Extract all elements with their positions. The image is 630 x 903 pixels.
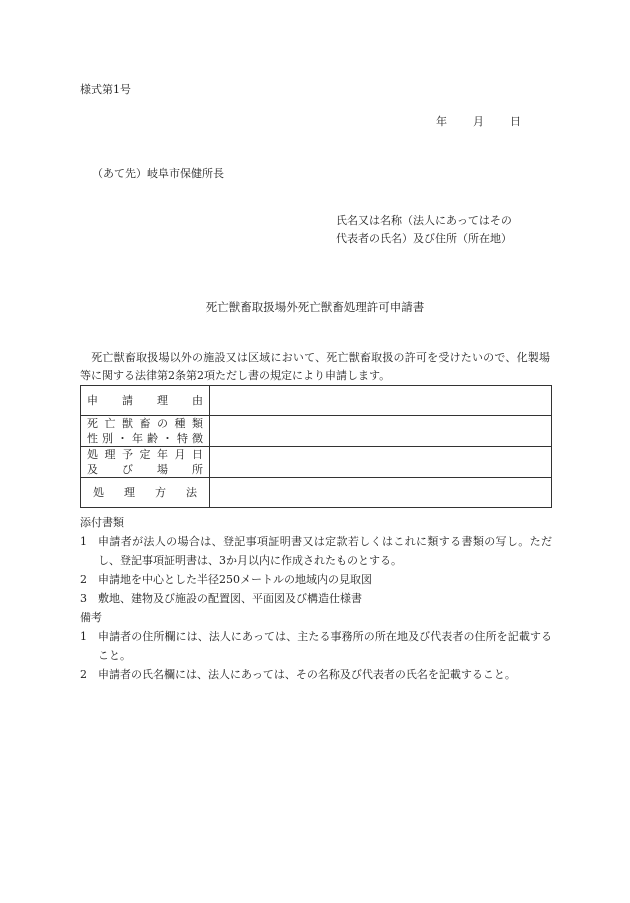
label-schedule-place: 処 理 予 定 年 月 日 及 び 場 所	[81, 447, 210, 478]
list-item: 1 申請者の住所欄には、法人にあっては、主たる事務所の所在地及び代表者の住所を記載すること。	[80, 630, 552, 662]
date-year: 年	[436, 115, 447, 128]
attachments-heading: 添付書類	[80, 516, 124, 529]
notes-heading: 備考	[80, 611, 102, 624]
table-row	[81, 386, 552, 416]
label-animal-type: 死 亡 獣 畜 の 種 類 性 別 ・ 年 齢 ・ 特 徴	[81, 416, 210, 447]
method-field[interactable]	[210, 478, 552, 508]
form-number: 様式第1号	[80, 83, 131, 96]
body-paragraph: 死亡獣畜取扱場以外の施設又は区域において、死亡獣畜取扱の許可を受けたいので、化製場等に関する法律第2条第2項ただし書の規定により申請します。	[80, 351, 550, 382]
list-item: 2 申請者の氏名欄には、法人にあっては、その名称及び代表者の氏名を記載すること。	[80, 668, 516, 681]
animal-type-field[interactable]	[210, 416, 552, 447]
table-row	[81, 447, 552, 478]
document-title: 死亡獣畜取扱場外死亡獣畜処理許可申請書	[205, 300, 425, 314]
applicant-line-2: 代表者の氏名）及び住所（所在地）	[336, 232, 512, 245]
date-day: 日	[510, 115, 521, 128]
body-text	[80, 349, 550, 385]
reason-field[interactable]	[210, 386, 552, 416]
label-method: 処 理 方 法	[81, 478, 210, 508]
application-table	[80, 385, 552, 508]
table-row	[81, 416, 552, 447]
attachments-and-notes	[80, 513, 552, 684]
applicant-line-1: 氏名又は名称（法人にあってはその	[336, 214, 512, 227]
schedule-place-field[interactable]	[210, 447, 552, 478]
list-item: 3 敷地、建物及び施設の配置図、平面図及び構造仕様書	[80, 592, 362, 605]
applicant-label	[336, 212, 512, 248]
list-item: 1 申請者が法人の場合は、登記事項証明書又は定款若しくはこれに類する書類の写し。ただし、登記事項証明書は、3か月以内に作成されたものとする。	[80, 535, 552, 567]
label-reason: 申 請 理 由	[81, 386, 210, 416]
date-month: 月	[473, 115, 484, 128]
table-row	[81, 478, 552, 508]
date-line	[436, 113, 521, 129]
addressee: （あて先）岐阜市保健所長	[92, 167, 224, 180]
list-item: 2 申請地を中心とした半径250メートルの地域内の見取図	[80, 573, 372, 586]
